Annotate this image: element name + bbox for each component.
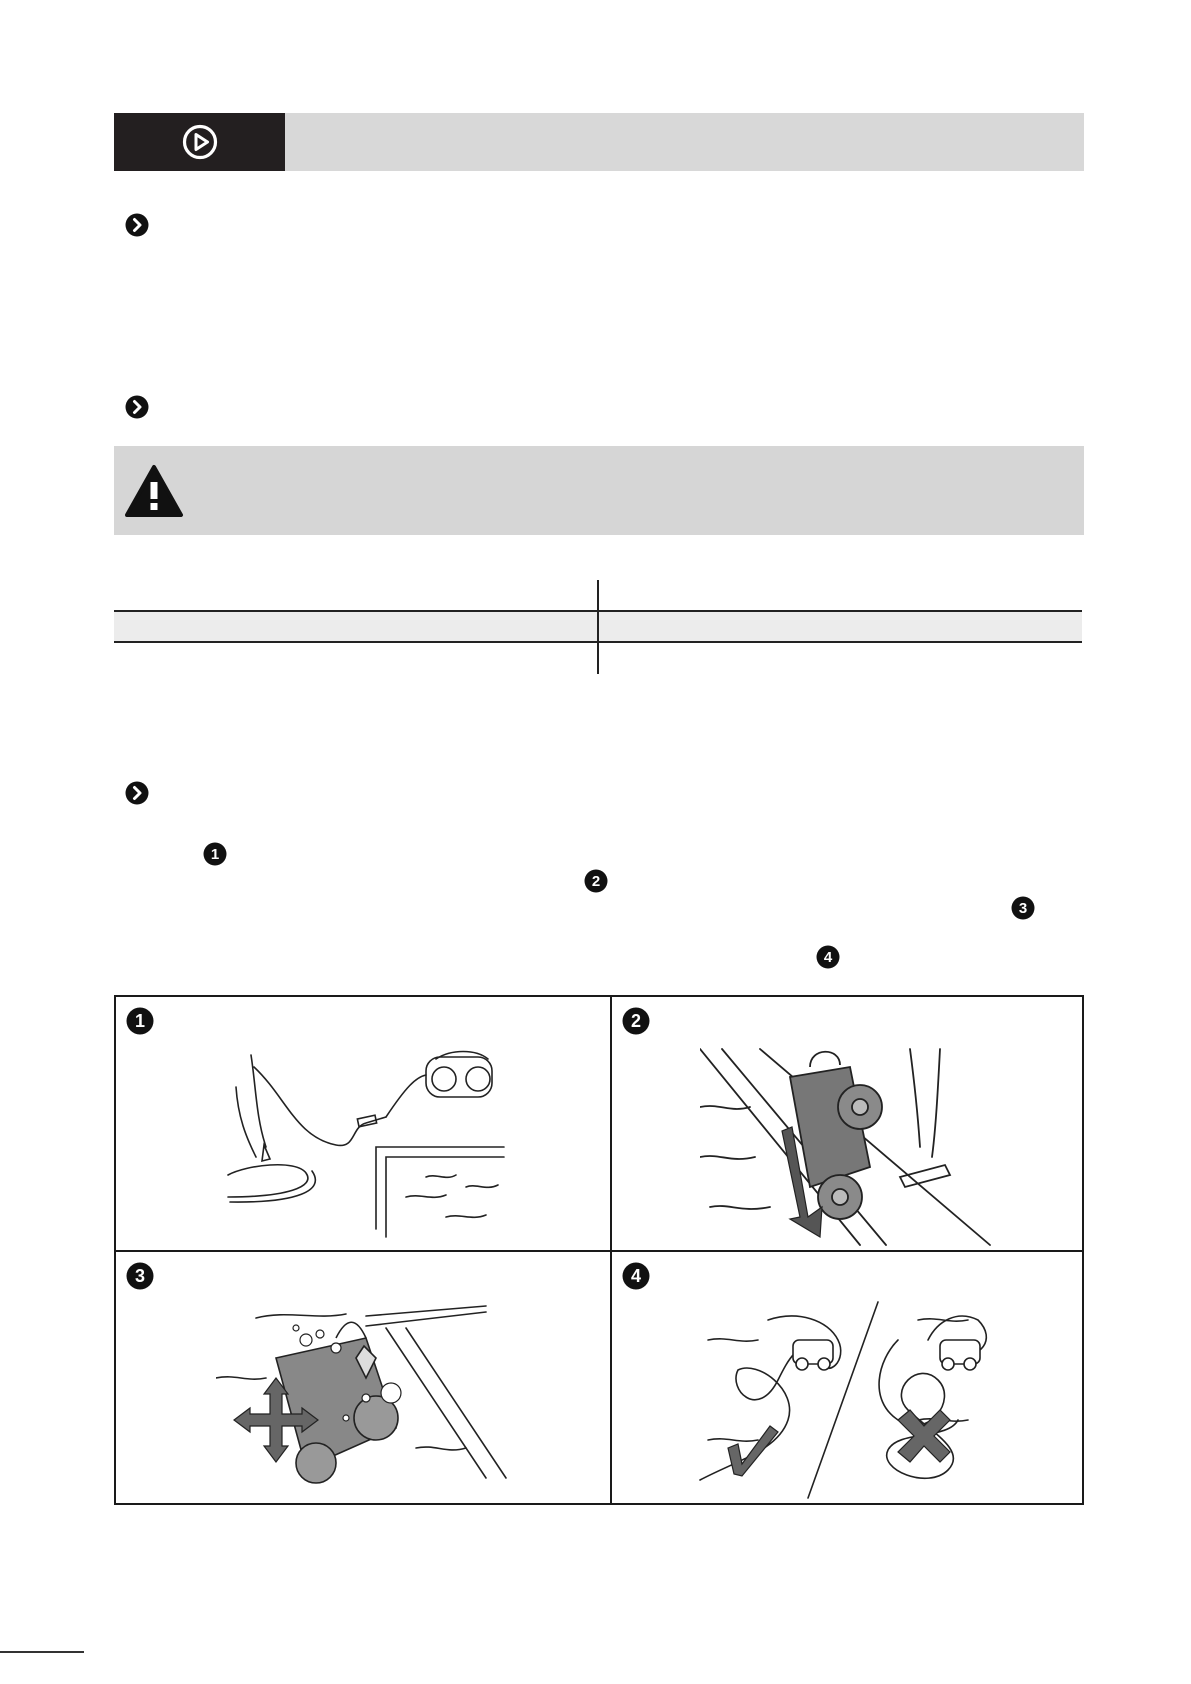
footer-rule bbox=[0, 1651, 84, 1653]
figure-number-label: 4 bbox=[630, 1266, 642, 1286]
step-marker-3-icon bbox=[1011, 896, 1035, 920]
section-header-bar bbox=[114, 113, 1084, 171]
figure-number-label: 3 bbox=[134, 1266, 146, 1286]
cable-tangle-correct-incorrect-icon bbox=[698, 1300, 998, 1500]
chevron-right-circle-icon bbox=[125, 213, 149, 237]
figure-number-1-icon bbox=[126, 1007, 154, 1035]
figure-grid bbox=[114, 995, 1084, 1505]
warning-triangle-icon bbox=[124, 464, 184, 518]
step-marker-label: 4 bbox=[823, 949, 833, 966]
step-marker-label: 1 bbox=[210, 846, 220, 863]
play-circle-icon bbox=[182, 124, 218, 160]
header-icon-box bbox=[114, 113, 285, 171]
figure-number-label: 1 bbox=[134, 1011, 146, 1031]
chevron-right-circle-icon bbox=[125, 395, 149, 419]
table-column-divider bbox=[597, 580, 599, 674]
warning-box bbox=[114, 446, 1084, 535]
step-marker-label: 2 bbox=[591, 873, 601, 890]
spec-table bbox=[114, 580, 1082, 674]
figure-panel-3 bbox=[116, 1252, 610, 1503]
robot-lowered-vertically-icon bbox=[700, 1047, 1000, 1247]
cable-unrolled-to-robot-icon bbox=[226, 1047, 506, 1247]
figure-panel-1 bbox=[116, 997, 610, 1250]
figure-panel-4 bbox=[612, 1252, 1082, 1503]
figure-number-3-icon bbox=[126, 1262, 154, 1290]
figure-number-2-icon bbox=[622, 1007, 650, 1035]
step-marker-4-icon bbox=[816, 945, 840, 969]
figure-number-label: 2 bbox=[630, 1011, 642, 1031]
figure-panel-2 bbox=[612, 997, 1082, 1250]
step-marker-1-icon bbox=[203, 842, 227, 866]
figure-number-4-icon bbox=[622, 1262, 650, 1290]
robot-shaken-underwater-icon bbox=[216, 1298, 516, 1498]
chevron-right-circle-icon bbox=[125, 781, 149, 805]
step-marker-2-icon bbox=[584, 869, 608, 893]
step-marker-label: 3 bbox=[1018, 900, 1028, 917]
